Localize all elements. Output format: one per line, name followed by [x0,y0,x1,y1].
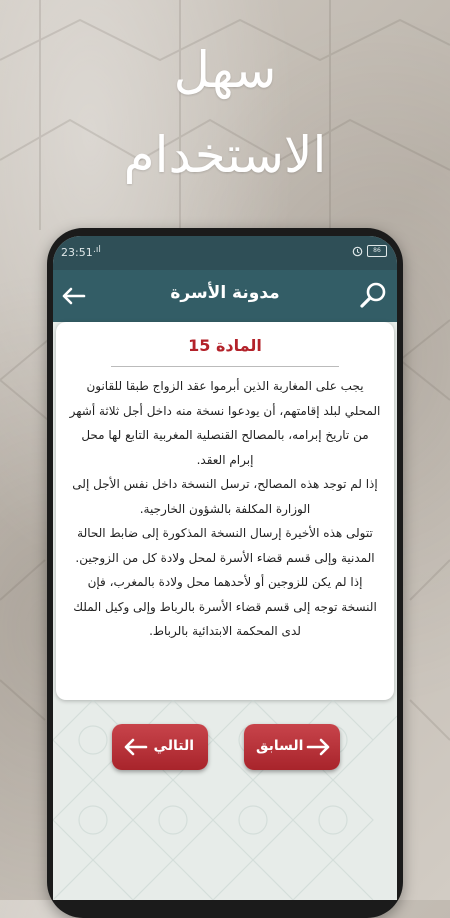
status-time: 23:51 [61,246,93,259]
search-icon[interactable] [357,280,389,312]
battery-icon: 86 [367,245,387,257]
article-paragraph: تتولى هذه الأخيرة إرسال النسخة المذكورة إلى ضابط الحالة المدنية وإلى قسم قضاء الأسرة لمحل ولادة كل من الزوجين. [75,526,375,565]
app-bar [53,270,397,322]
article-heading: المادة 15 [188,336,262,355]
alarm-icon [352,246,363,257]
heading-divider [111,366,339,367]
phone-screen [53,236,397,900]
article-paragraph: إذا لم يكن للزوجين أو لأحدهما محل ولادة بالمغرب، فإن النسخة توجه إلى قسم قضاء الأسرة بالرباط وإلى وكيل الملك لدى المحكمة الابتدائية بالرباط. [73,575,377,638]
status-bar [53,236,397,270]
promo-title-line1: سهل [173,41,277,99]
geometric-pattern-background [53,700,397,900]
article-paragraph: يجب على المغاربة الذين أبرموا عقد الزواج طبقا للقانون المحلي لبلد إقامتهم، أن يودعوا نسخة منه داخل أجل ثلاثة أشهر من تاريخ إبرامه، بالمصالح القنصلية المغربية التابع لها محل إبرام العقد. [69,379,381,467]
arrow-right-icon [306,736,332,758]
signal-icon: .ıl [93,245,101,255]
status-icons [352,245,387,257]
previous-button-label: السابق [256,738,304,754]
arrow-left-icon [122,736,148,758]
article-card [56,322,394,700]
promo-title-line2: الاستخدام [123,126,327,184]
page-title: مدونة الأسرة [170,283,280,303]
article-paragraph: إذا لم توجد هذه المصالح، ترسل النسخة داخل نفس الأجل إلى الوزارة المكلفة بالشؤون الخارجية. [72,477,378,516]
article-body [68,374,382,644]
previous-button[interactable] [244,724,340,770]
next-button[interactable] [112,724,208,770]
next-button-label: التالي [153,738,194,754]
